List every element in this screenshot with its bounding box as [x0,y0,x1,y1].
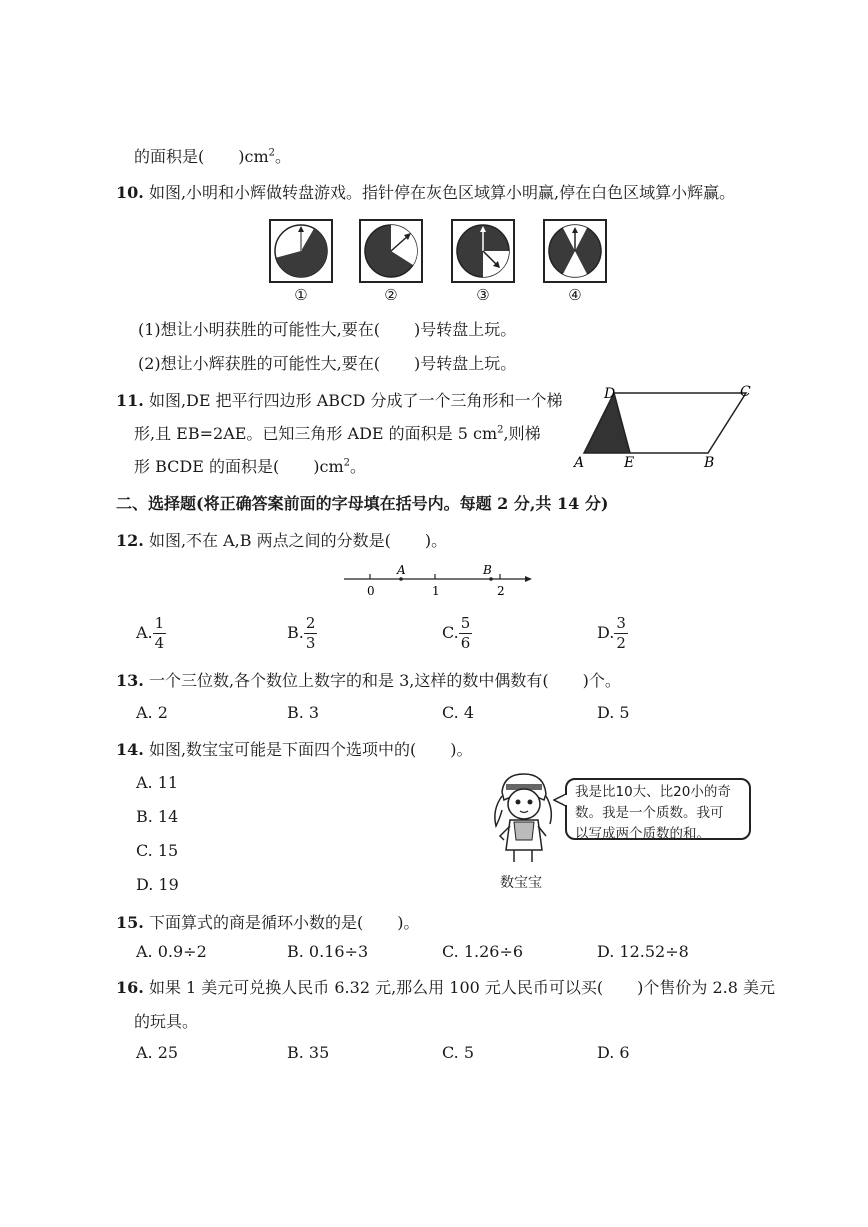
q14-text-before: 如图,数宝宝可能是下面四个选项中的( [148,740,417,759]
q14-text-after: )。 [450,740,473,759]
q15-option-d[interactable]: D. 12.52÷8 [597,942,689,961]
q10-text: 如图,小明和小辉做转盘游戏。指针停在灰色区域算小明赢,停在白色区域算小辉赢。 [148,183,736,202]
q9-tail [134,144,291,167]
q16-option-b[interactable]: B. 35 [287,1043,330,1062]
q14-option-d[interactable]: D. 19 [136,875,179,894]
q9-unit: )cm [238,147,269,166]
q11-line3-sup: 2 [343,457,350,469]
q13-option-b[interactable]: B. 3 [287,703,320,722]
q11-line2-sup: 2 [497,424,504,436]
q16-line1-before: 如果 1 美元可兑换人民币 6.32 元,那么用 100 元人民币可以买( [148,978,604,997]
q15-text-before: 下面算式的商是循环小数的是( [148,913,364,932]
spinner-2 [359,219,423,283]
option-letter: C. [442,623,459,642]
option-letter: B. [287,623,304,642]
label-E: E [624,455,635,470]
q13-option-d[interactable]: D. 5 [597,703,630,722]
q12-option-d[interactable] [597,616,628,651]
spinner-label-3: ③ [476,286,490,304]
q15-option-c[interactable]: C. 1.26÷6 [442,942,524,961]
numerator: 1 [154,614,165,632]
q12-stem [116,528,447,551]
tick-0: 0 [367,584,375,596]
q15-number: 15. [116,913,144,932]
parallelogram-figure [570,380,760,470]
q15-stem [116,910,419,933]
q12-text-after: )。 [424,531,448,550]
bubble-line-3: 以写成两个质数的和。 [575,826,710,842]
spinner-4 [543,219,607,283]
speech-bubble [565,778,751,840]
point-B: B [483,563,492,577]
q16-option-a[interactable]: A. 25 [136,1043,179,1062]
character-caption: 数宝宝 [500,875,542,891]
q16-option-c[interactable]: C. 5 [442,1043,475,1062]
q10-sub2-before: (2)想让小辉获胜的可能性大,要在( [138,354,380,373]
q10-sub2 [138,351,516,374]
q16-line2: 的玩具。 [134,1012,199,1031]
q16-line1-after: )个售价为 2.8 美元 [637,978,776,997]
spinner-label-1: ① [294,286,308,304]
tick-1: 1 [432,584,440,596]
q14-option-c[interactable]: C. 15 [136,841,179,860]
q9-sup: 2 [268,147,275,159]
q10-sub1 [138,317,516,340]
q11-line2-a: 形,且 EB=2AE。已知三角形 ADE 的面积是 5 cm [134,424,498,443]
fraction [153,616,167,651]
bubble-line-2: 数。我是一个质数。我可 [575,805,724,821]
q13-option-c[interactable]: C. 4 [442,703,475,722]
q14-stem [116,737,473,760]
q13-text-after: )个。 [582,671,621,690]
q9-end: 。 [275,147,292,166]
number-line [340,562,536,596]
option-letter: D. [597,623,615,642]
q14-option-b[interactable]: B. 14 [136,807,179,826]
q11-line2 [134,421,541,444]
q11-line3-b: )cm [313,457,344,476]
q10-stem [116,180,735,203]
q12-number: 12. [116,531,144,550]
label-C: C [740,384,751,400]
q13-stem [116,668,621,691]
q11-line2-b: ,则梯 [503,424,541,443]
q10-sub2-after: )号转盘上玩。 [414,354,517,373]
q16-option-d[interactable]: D. 6 [597,1043,630,1062]
fraction [614,616,628,651]
denominator: 4 [154,634,165,652]
section-title: 二、选择题(将正确答案前面的字母填在括号内。每题 2 分,共 14 分) [116,494,609,513]
girl-character-illustration [484,770,564,866]
spinner-1 [269,219,333,283]
denominator: 6 [460,634,471,652]
spinner-3 [451,219,515,283]
point-A: A [397,563,406,577]
speech-bubble-tail [553,792,567,808]
fraction [304,616,318,651]
spinner-label-2: ② [384,286,398,304]
bubble-line-1: 我是比10大、比20小的奇 [575,784,731,800]
q15-option-b[interactable]: B. 0.16÷3 [287,942,369,961]
label-A: A [574,455,585,470]
q11-line3-a: 形 BCDE 的面积是( [134,457,280,476]
fraction [459,616,473,651]
option-letter: A. [136,623,153,642]
q15-option-a[interactable]: A. 0.9÷2 [136,942,207,961]
q12-option-b[interactable] [287,616,317,651]
q10-sub1-after: )号转盘上玩。 [414,320,517,339]
tick-2: 2 [497,584,505,596]
numerator: 5 [460,614,471,632]
label-D: D [604,386,616,402]
q11-line1 [116,388,562,411]
q16-number: 16. [116,978,144,997]
denominator: 2 [616,634,626,652]
q14-option-a[interactable]: A. 11 [136,773,179,792]
q15-text-after: )。 [397,913,420,932]
spinner-label-4: ④ [568,286,582,304]
q13-number: 13. [116,671,144,690]
q13-option-a[interactable]: A. 2 [136,703,168,722]
q10-sub1-before: (1)想让小明获胜的可能性大,要在( [138,320,380,339]
q16-line1 [116,975,775,998]
q12-option-a[interactable] [136,616,166,651]
numerator: 3 [616,614,626,632]
numerator: 2 [305,614,316,632]
denominator: 3 [305,634,316,652]
q12-text-before: 如图,不在 A,B 两点之间的分数是( [148,531,391,550]
label-B: B [704,455,715,470]
q12-option-c[interactable] [442,616,472,651]
q11-line3-c: 。 [349,457,366,476]
q9-text: 的面积是( [134,147,205,166]
q11-line3 [134,454,366,477]
q11-line1-text: 如图,DE 把平行四边形 ABCD 分成了一个三角形和一个梯 [148,391,563,410]
q11-number: 11. [116,391,144,410]
q10-number: 10. [116,183,144,202]
q13-text-before: 一个三位数,各个数位上数字的和是 3,这样的数中偶数有( [148,671,549,690]
q14-number: 14. [116,740,144,759]
